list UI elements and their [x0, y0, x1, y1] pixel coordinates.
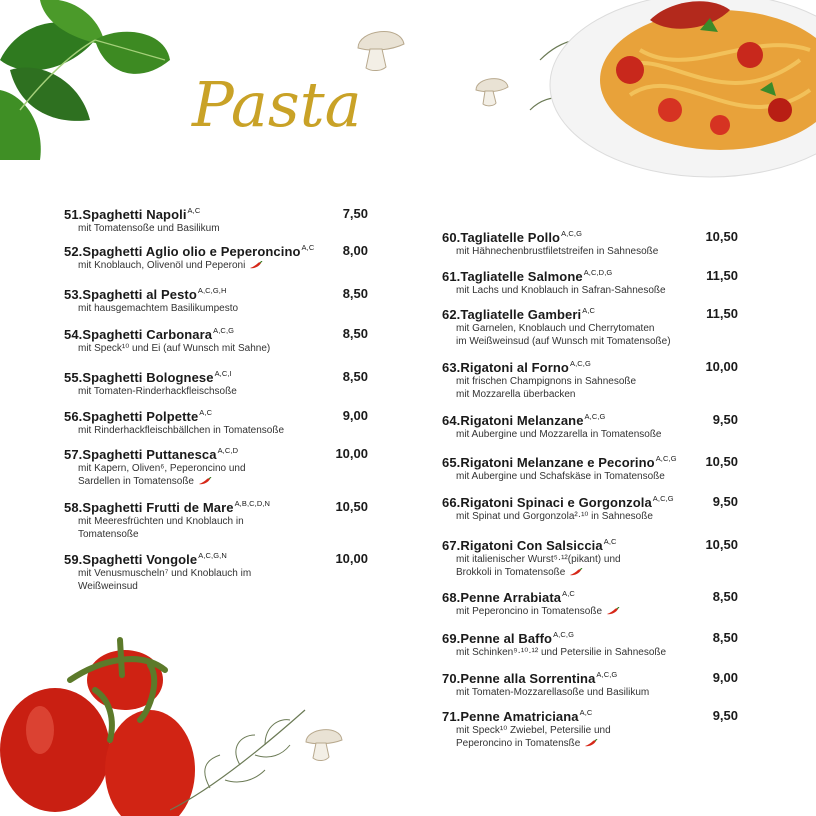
dish-price: 10,50 [705, 537, 738, 552]
dish-description: mit Hähnechenbrustfiletstreifen in Sahnesoße [456, 246, 659, 257]
dish-description: mit Aubergine und Schafskäse in Tomatensoße [456, 471, 665, 482]
chili-icon [584, 739, 598, 748]
menu-item [64, 243, 368, 272]
menu-item [442, 708, 738, 750]
menu-item [64, 408, 368, 437]
allergen-codes: A,C,G [584, 412, 606, 421]
chili-icon [606, 607, 620, 616]
allergen-codes: A,C,I [214, 369, 232, 378]
dish-name: 65.Rigatoni Melanzane e Pecorino$^{A,C,G}$ [442, 454, 677, 470]
allergen-codes: A,C,G [569, 359, 591, 368]
dish-description: Peperoncino in Tomatensße [456, 737, 611, 750]
dish-name: 53.Spaghetti al Pesto$^{A,C,G,H}$ [64, 286, 227, 302]
menu-item [442, 412, 738, 441]
dish-description: mit Garnelen, Knoblauch und Cherrytomaten [456, 323, 655, 334]
dish-price: 9,50 [712, 708, 738, 723]
menu-item [442, 630, 738, 659]
dish-name: 55.Spaghetti Bolognese$^{A,C,I}$ [64, 369, 232, 385]
allergen-codes: A,C,G [213, 326, 235, 335]
herb-sprig-icon [170, 700, 310, 816]
dish-name: 67.Rigatoni Con Salsiccia$^{A,C}$ [442, 537, 617, 553]
allergen-codes: A,C,D [217, 446, 239, 455]
chili-icon [198, 477, 212, 486]
menu-item [64, 206, 368, 235]
dish-price: 8,50 [712, 630, 738, 645]
dish-price: 9,00 [342, 408, 368, 423]
menu-item [64, 551, 368, 593]
dish-description: mit Aubergine und Mozzarella in Tomatensoße [456, 429, 662, 440]
dish-name: 59.Spaghetti Vongole$^{A,C,G,N}$ [64, 551, 227, 567]
dish-price: 8,50 [342, 286, 368, 301]
dish-description: mit Spinat und Gorgonzola²·¹⁰ in Sahnesoße [456, 511, 653, 522]
menu-item [64, 446, 368, 488]
menu-item [64, 326, 368, 355]
menu-item [442, 229, 738, 258]
mushroom-icon [302, 722, 346, 764]
menu-item [442, 670, 738, 699]
menu-item [64, 286, 368, 315]
allergen-codes: A,C [199, 408, 213, 417]
allergen-codes: A,C,G,H [197, 286, 227, 295]
allergen-codes: A,C [187, 206, 201, 215]
dish-name: 68.Penne Arrabiata$^{A,C}$ [442, 589, 575, 605]
dish-description: mit Kapern, Oliven⁶, Peperoncino und [78, 463, 246, 474]
dish-name: 61.Tagliatelle Salmone$^{A,C,D,G}$ [442, 268, 613, 284]
allergen-codes: A,C,D,G [583, 268, 613, 277]
dish-price: 10,00 [335, 446, 368, 461]
dish-description: mit Meeresfrüchten und Knoblauch in [78, 516, 244, 527]
dish-description: Tomatensoße [78, 529, 139, 540]
basil-leaves-icon [0, 0, 180, 160]
dish-price: 10,00 [335, 551, 368, 566]
dish-name: 60.Tagliatelle Pollo$^{A,C,G}$ [442, 229, 582, 245]
dish-name: 51.Spaghetti Napoli$^{A,C}$ [64, 206, 201, 222]
dish-name: 57.Spaghetti Puttanesca$^{A,C,D}$ [64, 446, 239, 462]
dish-description: mit Speck¹⁰ Zwiebel, Petersilie und [456, 725, 611, 736]
dish-description: mit Speck¹⁰ und Ei (auf Wunsch mit Sahne) [78, 343, 271, 354]
pasta-plate-icon [520, 0, 816, 185]
dish-description: mit Knoblauch, Olivenöl und Peperoni [78, 259, 314, 272]
allergen-codes: A,C,G [652, 494, 674, 503]
svg-text:Pasta: Pasta [192, 68, 362, 141]
allergen-codes: A,B,C,D,N [234, 499, 271, 508]
menu-item [442, 589, 738, 618]
dish-price: 11,50 [706, 268, 738, 283]
dish-price: 8,00 [342, 243, 368, 258]
dish-description: mit Schinken⁹·¹⁰·¹² und Petersilie in Sahnesoße [456, 647, 667, 658]
page-title [188, 44, 388, 154]
dish-description: mit Venusmuscheln⁷ und Knoblauch im [78, 568, 252, 579]
dish-description: im Weißweinsud (auf Wunsch mit Tomatensoße) [456, 336, 671, 347]
dish-name: 66.Rigatoni Spinaci e Gorgonzola$^{A,C,G}$ [442, 494, 674, 510]
menu-item [442, 454, 738, 483]
dish-description: mit Tomaten-Mozzarellasoße und Basilikum [456, 687, 650, 698]
menu-item [442, 359, 738, 401]
dish-price: 10,00 [705, 359, 738, 374]
dish-price: 7,50 [342, 206, 368, 221]
menu-item [442, 306, 738, 348]
dish-name: 58.Spaghetti Frutti de Mare$^{A,B,C,D,N}$ [64, 499, 271, 515]
allergen-codes: A,C [579, 708, 593, 717]
dish-name: 64.Rigatoni Melanzane$^{A,C,G}$ [442, 412, 606, 428]
dish-description: mit Rinderhackfleischbällchen in Tomatensoße [78, 425, 285, 436]
chili-icon [249, 261, 263, 270]
mushroom-icon [472, 72, 512, 108]
dish-name: 71.Penne Amatriciana$^{A,C}$ [442, 708, 593, 724]
dish-name: 52.Spaghetti Aglio olio e Peperoncino$^{A,C}$ [64, 243, 315, 259]
dish-price: 11,50 [706, 306, 738, 321]
dish-price: 10,50 [705, 454, 738, 469]
dish-price: 9,50 [712, 494, 738, 509]
dish-name: 56.Spaghetti Polpette$^{A,C}$ [64, 408, 213, 424]
allergen-codes: A,C,G [561, 229, 582, 238]
dish-price: 8,50 [712, 589, 738, 604]
dish-description: mit Mozzarella überbacken [456, 389, 576, 400]
dish-name: 69.Penne al Baffo$^{A,C,G}$ [442, 630, 574, 646]
dish-name: 54.Spaghetti Carbonara$^{A,C,G}$ [64, 326, 235, 342]
dish-description: Brokkoli in Tomatensoße [456, 566, 621, 579]
dish-description: mit hausgemachtem Basilikumpesto [78, 303, 239, 314]
menu-item [442, 537, 738, 579]
allergen-codes: A,C,G,N [198, 551, 227, 560]
dish-name: 70.Penne alla Sorrentina$^{A,C,G}$ [442, 670, 618, 686]
menu-item [64, 369, 368, 398]
dish-description: Sardellen in Tomatensoße [78, 475, 246, 488]
menu-item [442, 494, 738, 523]
allergen-codes: A,C [603, 537, 617, 546]
dish-description: mit frischen Champignons in Sahnesoße [456, 376, 637, 387]
allergen-codes: A,C [301, 243, 315, 252]
dish-price: 8,50 [342, 326, 368, 341]
dish-description: Weißweinsud [78, 581, 138, 592]
menu-item [442, 268, 738, 297]
allergen-codes: A,C,G [655, 454, 677, 463]
dish-description: mit Tomaten-Rinderhackfleischsoße [78, 386, 237, 397]
dish-description: mit italienischer Wurst⁵·¹²(pikant) und [456, 554, 621, 565]
allergen-codes: A,C [582, 306, 596, 315]
menu-item [64, 499, 368, 541]
allergen-codes: A,C,G [596, 670, 618, 679]
dish-name: 62.Tagliatelle Gamberi$^{A,C}$ [442, 306, 596, 322]
dish-name: 63.Rigatoni al Forno$^{A,C,G}$ [442, 359, 591, 375]
dish-description: mit Peperoncino in Tomatensoße [456, 605, 620, 618]
chili-icon [569, 568, 583, 577]
dish-price: 9,00 [712, 670, 738, 685]
dish-price: 10,50 [705, 229, 738, 244]
allergen-codes: A,C,G [553, 630, 574, 639]
dish-description: mit Lachs und Knoblauch in Safran-Sahnesoße [456, 285, 666, 296]
dish-description: mit Tomatensoße und Basilikum [78, 223, 220, 234]
allergen-codes: A,C [562, 589, 575, 598]
dish-price: 8,50 [342, 369, 368, 384]
dish-price: 10,50 [335, 499, 368, 514]
dish-price: 9,50 [712, 412, 738, 427]
